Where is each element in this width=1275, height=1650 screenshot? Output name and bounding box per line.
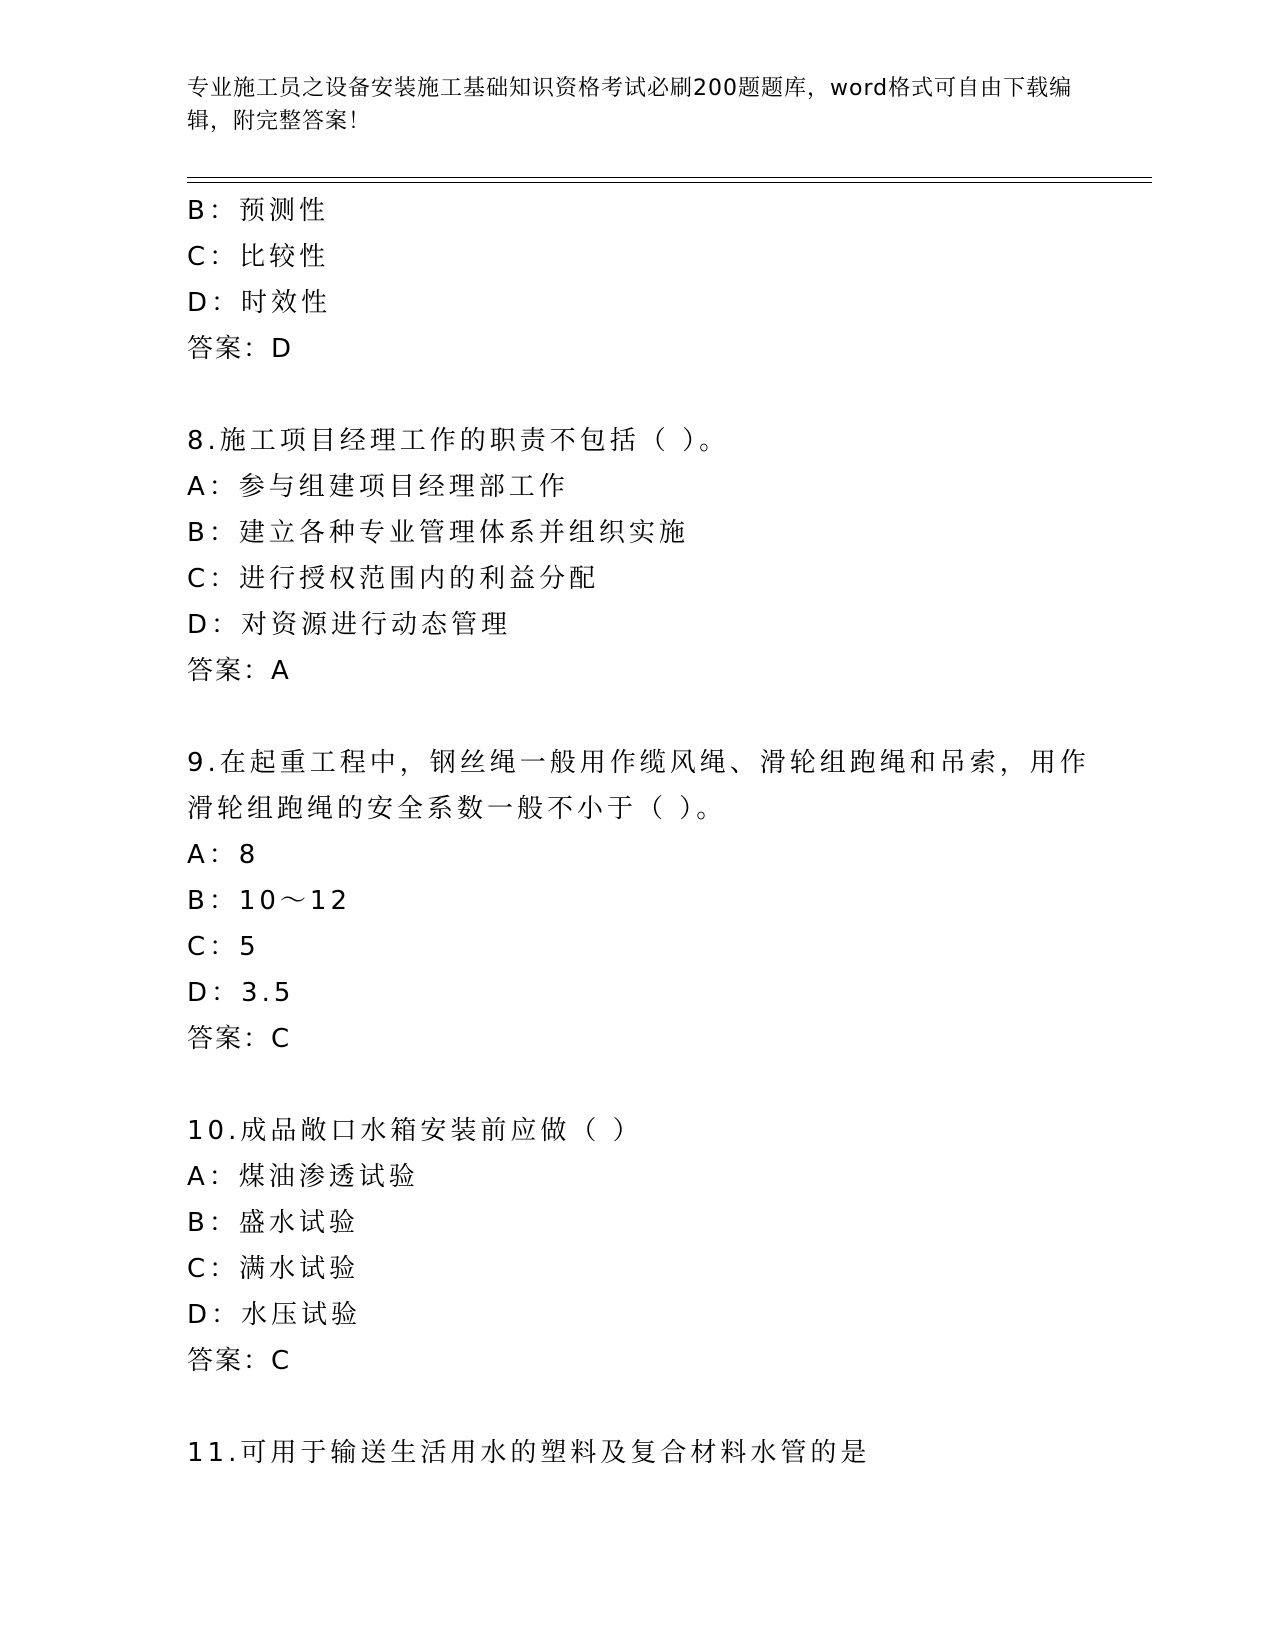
spacer — [187, 372, 1087, 418]
question-stem-line-1: 9.在起重工程中，钢丝绳一般用作缆风绳、滑轮组跑绳和吊索，用作 — [187, 748, 1090, 778]
question-block-11 — [187, 1430, 1087, 1476]
header-rule-bottom — [187, 182, 1152, 183]
option-d: D：时效性 — [187, 288, 332, 318]
question-block-7 — [187, 188, 1087, 372]
question-list — [187, 188, 1090, 1476]
option-a: A：参与组建项目经理部工作 — [187, 472, 569, 502]
answer-line: 答案：C — [187, 1346, 292, 1376]
question-stem: 10.成品敞口水箱安装前应做（ ） — [187, 1116, 643, 1146]
spacer — [187, 694, 1087, 740]
spacer — [187, 1062, 1087, 1108]
option-d: D：对资源进行动态管理 — [187, 610, 512, 640]
option-c: C：进行授权范围内的利益分配 — [187, 564, 600, 594]
header-rule-top — [187, 177, 1152, 178]
question-block-8 — [187, 418, 1087, 694]
option-d: D：3.5 — [187, 978, 295, 1008]
option-b: B：预测性 — [187, 196, 329, 226]
question-stem: 8.施工项目经理工作的职责不包括（ ）。 — [187, 426, 730, 456]
option-b: B：建立各种专业管理体系并组织实施 — [187, 518, 689, 548]
option-d: D：水压试验 — [187, 1300, 362, 1330]
document-header — [187, 72, 1077, 138]
answer-line: 答案：A — [187, 656, 291, 686]
header-text: 专业施工员之设备安装施工基础知识资格考试必刷200题题库，word格式可自由下载编辑，附完整答案！ — [187, 76, 1073, 134]
answer-line: 答案：C — [187, 1024, 292, 1054]
option-a: A：煤油渗透试验 — [187, 1162, 419, 1192]
question-stem: 11.可用于输送生活用水的塑料及复合材料水管的是 — [187, 1438, 871, 1468]
option-c: C：满水试验 — [187, 1254, 360, 1284]
spacer — [187, 1384, 1087, 1430]
option-b: B：10～12 — [187, 886, 352, 916]
question-block-9 — [187, 740, 1090, 1062]
option-b: B：盛水试验 — [187, 1208, 359, 1238]
question-block-10 — [187, 1108, 1087, 1384]
option-c: C：5 — [187, 932, 260, 962]
question-stem-line-2: 滑轮组跑绳的安全系数一般不小于（ ）。 — [187, 794, 727, 824]
option-c: C：比较性 — [187, 242, 330, 272]
answer-line: 答案：D — [187, 334, 294, 364]
option-a: A：8 — [187, 840, 260, 870]
